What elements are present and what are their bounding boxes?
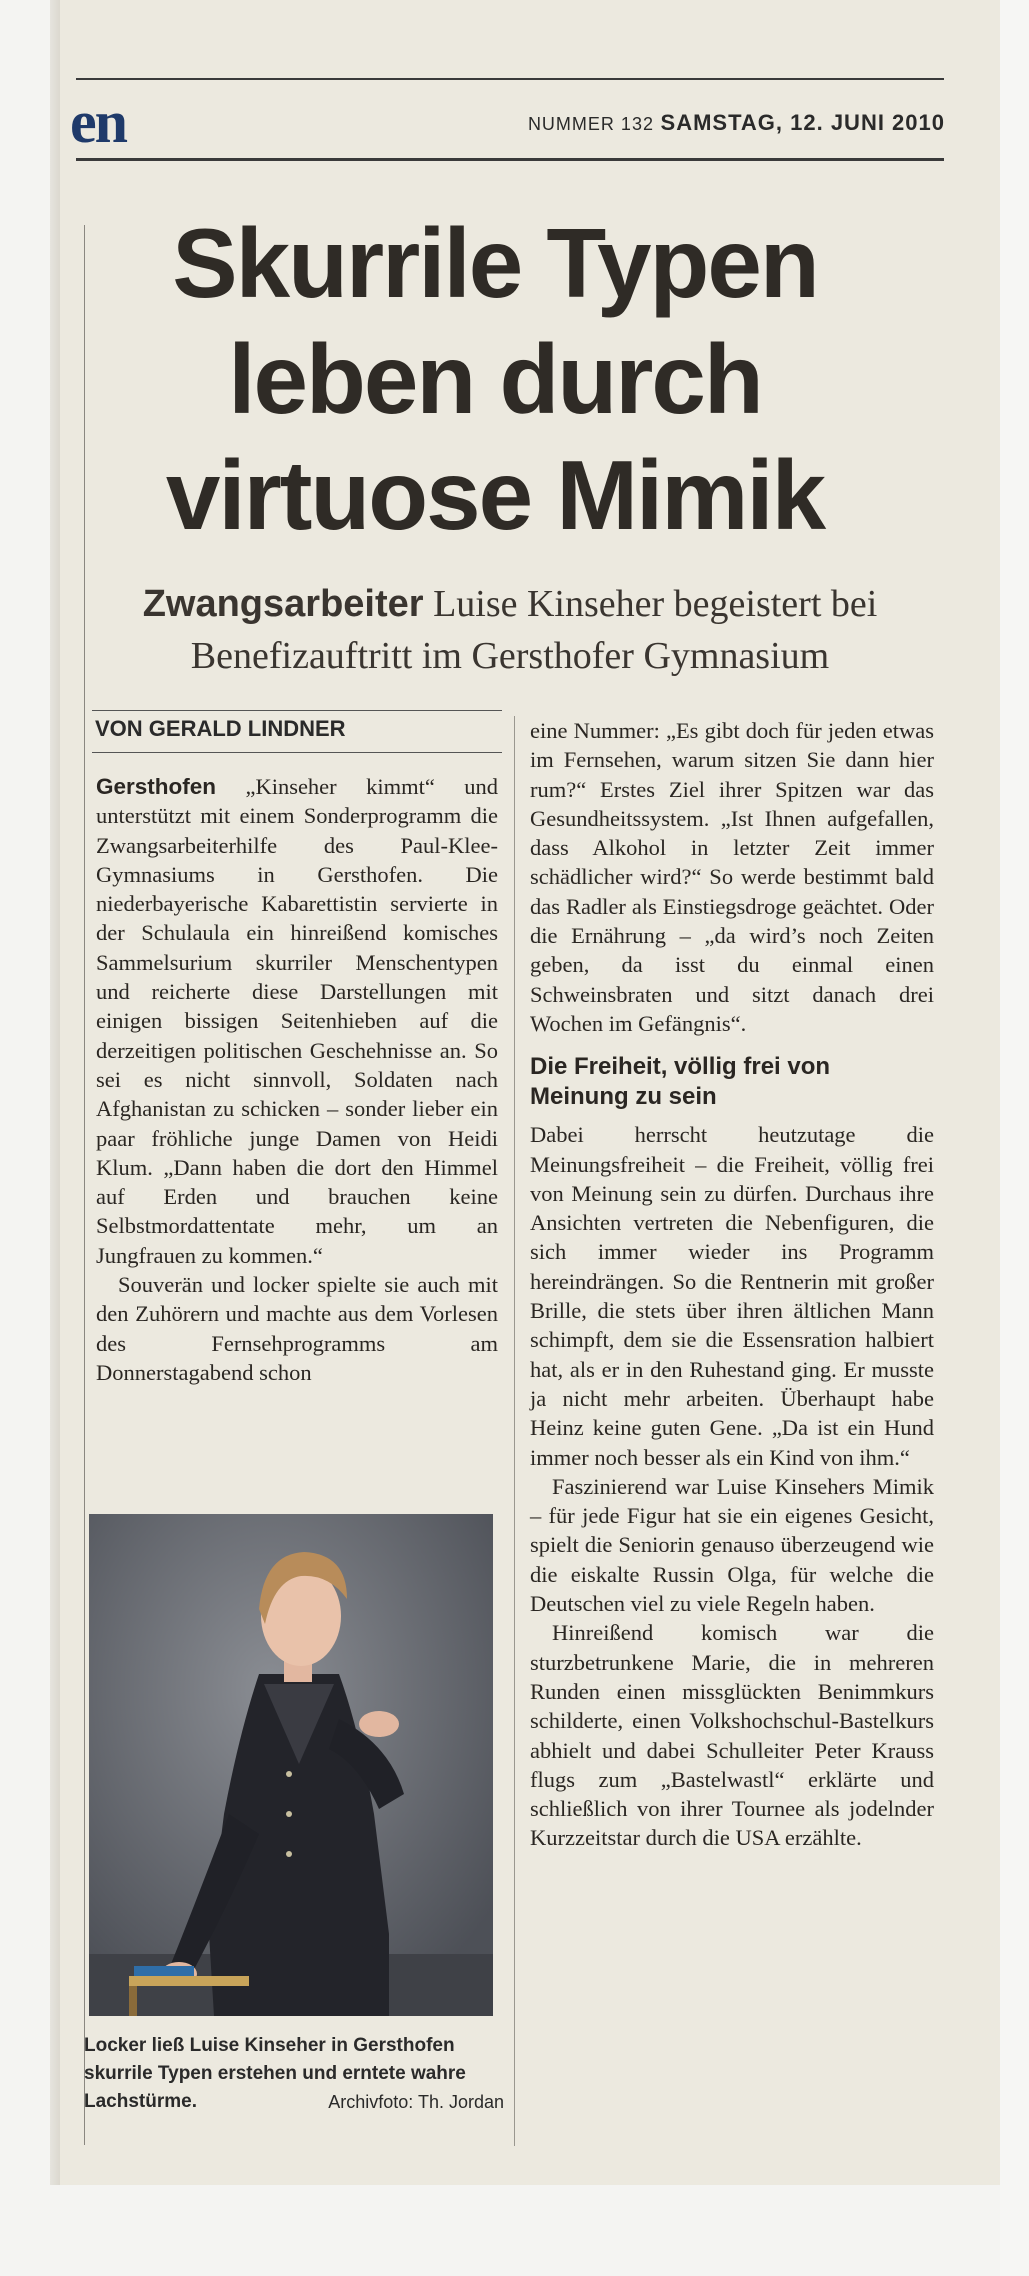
dateline [528, 110, 945, 136]
top-rule [76, 78, 944, 80]
paragraph: Faszinierend war Luise Kinsehers Mimik – für jede Figur hat sie ein eigenes Gesicht, spielt die Seniorin genauso überzeugend wie die eiskalte Russin Olga, für welche die Deutschen viel zu viele Regeln haben. [530, 1473, 934, 1617]
paragraph: eine Nummer: „Es gibt doch für jeden etwas im Fernsehen, warum sitzen Sie dann hier rum?“ Erstes Ziel ihrer Spitzen war das Gesundheitssystem. „Ist Ihnen aufgefallen, dass Alkohol in letzter Zeit immer schädlicher wird?“ So werde bestimmt bald das Radler als Einstiegsdroge geächtet. Oder die Ernährung – „da wird’s noch Zeiten geben, da isst du einmal einen Schweinsbraten und sitzt danach drei Wochen im Gefängnis“. [530, 718, 934, 1036]
subheadline [100, 578, 920, 682]
paragraph: Souverän und locker spielte sie auch mit den Zuhörern und machte aus dem Vorlesen des Fernsehprogramms am Donnerstagabend schon [96, 1272, 498, 1385]
headline-line-1: Skurrile Typen [172, 208, 818, 318]
left-column-rule [84, 225, 85, 2145]
issue-number: NUMMER 132 [527, 114, 654, 134]
page-margin [1000, 0, 1029, 2276]
paragraph: Dabei herrscht heutzutage die Meinungsfreiheit – die Freiheit, völlig frei von Meinung sein zu dürfen. Durchaus ihre Ansichten vertreten die Nebenfiguren, die sich immer wieder ins Programm hereindrängen. So die Rentnerin mit großer Brille, die stets über ihren ältlichen Mann schimpft, dem sie die Essensration halbiert hat, als er in den Ruhestand ging. Er musste ja nicht mehr arbeiten. Überhaupt habe Heinz keine guten Gene. „Da ist ein Hund immer noch besser als ein Kind von ihm.“ [530, 1122, 934, 1470]
subhead-text: Luise Kinseher begeistert bei Benefizauftritt im Gersthofer Gymnasium [190, 583, 878, 677]
subhead-keyword: Zwangsarbeiter [142, 583, 424, 625]
byline: VON GERALD LINDNER [95, 716, 346, 741]
caption-text: Locker ließ Luise Kinseher in Gersthofen skurrile Typen erstehen und erntete wahre Lachstürme. [84, 2035, 466, 2112]
article-photo [89, 1514, 493, 2016]
masthead-fragment: en [70, 89, 126, 155]
byline-rule-bottom [92, 752, 502, 753]
headline [90, 205, 900, 553]
interheading: Die Freiheit, völlig frei von Meinung zu sein [530, 1053, 831, 1111]
headline-line-2: leben durch [228, 324, 762, 434]
photo-caption [84, 2032, 504, 2116]
dateline-place: Gersthofen [96, 774, 217, 799]
performer-illustration [89, 1514, 493, 2016]
header-rule [76, 158, 944, 161]
article-column-2 [530, 716, 934, 1853]
paragraph: Hinreißend komisch war die sturzbetrunkene Marie, die in mehreren Runden einen missglückten Benimmkurs schilderte, einen Volkshochschul-Bastelkurs abhielt und dabei Schulleiter Peter Krauss flugs zum „Bastelwastl“ erklärte und schließlich von ihrer Tournee als jodelnder Kurzzeitstar durch die USA erzählte. [530, 1620, 934, 1851]
photo-credit: Archivfoto: Th. Jordan [328, 2092, 504, 2112]
column-gutter-rule [514, 716, 515, 2146]
paragraph: Gersthofen „Kinseher kimmt“ und unterstützt mit einem Sonderprogramm die Zwangsarbeiterhilfe des Paul-Klee-Gymnasiums in Gersthofen. Die niederbayerische Kabarettistin servierte in der Schulaula ein hinreißend komisches Sammelsurium skurriler Menschentypen und reicherte diese Darstellungen mit einigen bissigen Seitenhieben auf die derzeitigen politischen Geschehnisse an. So sei es nicht sinnvoll, Soldaten nach Afghanistan zu schicken – sonder lieber ein paar fröhliche junge Damen von Heidi Klum. „Dann haben die dort den Himmel auf Erden und brauchen keine Selbstmordattentate mehr, um an Jungfrauen zu kommen.“ [96, 774, 499, 1268]
article-column-1 [96, 772, 498, 1387]
byline-rule-top [92, 710, 502, 711]
issue-date: SAMSTAG, 12. JUNI 2010 [660, 110, 945, 135]
headline-line-3: virtuose Mimik [165, 440, 825, 550]
